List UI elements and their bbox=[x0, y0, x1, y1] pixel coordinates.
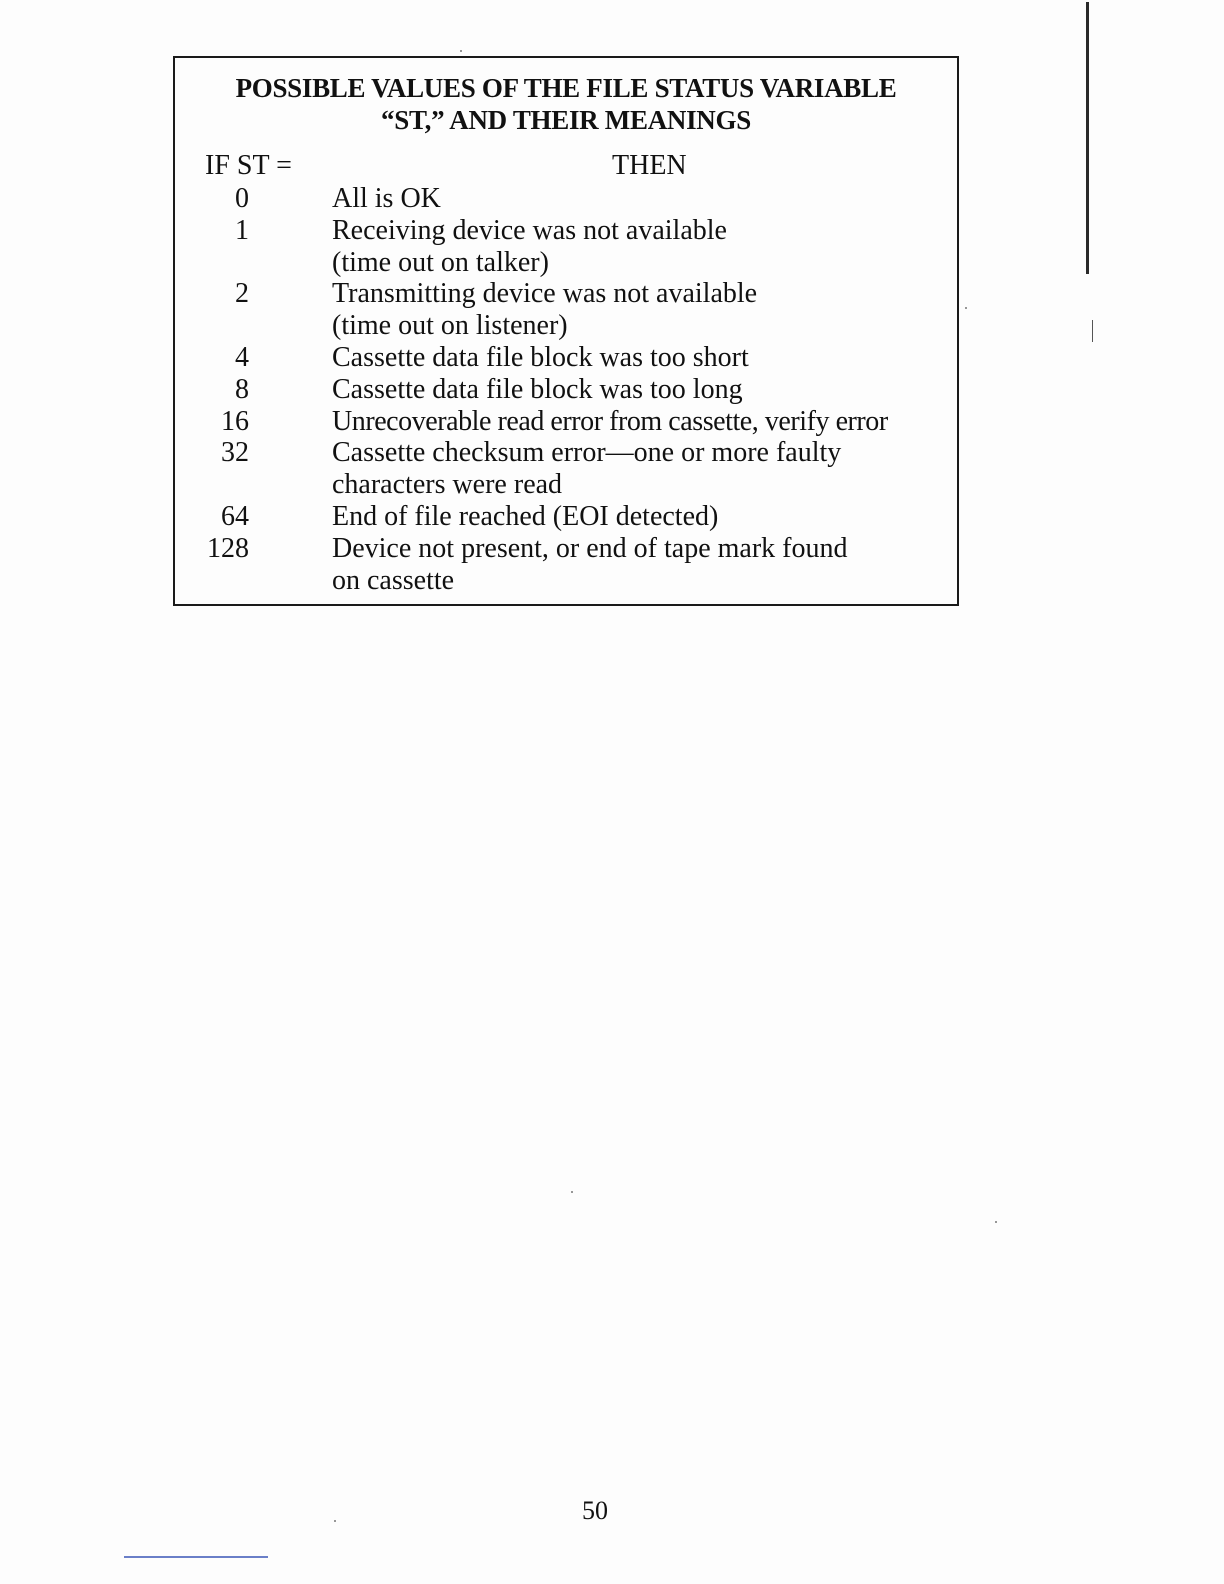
meaning-line: (time out on talker) bbox=[332, 246, 549, 278]
scan-speck bbox=[460, 50, 462, 52]
status-code: 4 bbox=[235, 341, 249, 373]
meaning-line: characters were read bbox=[332, 469, 563, 501]
meaning-line: Transmitting device was not available bbox=[332, 278, 758, 310]
table-title-line-1: POSSIBLE VALUES OF THE FILE STATUS VARIABLE bbox=[235, 73, 897, 103]
status-code: 128 bbox=[207, 532, 249, 564]
meaning-line: End of file reached (EOI detected) bbox=[332, 500, 719, 532]
table-row bbox=[175, 183, 957, 215]
meaning-line: Receiving device was not available bbox=[332, 214, 727, 246]
table-row bbox=[175, 501, 957, 533]
status-code: 64 bbox=[221, 500, 249, 532]
status-meaning bbox=[332, 374, 957, 406]
status-meaning bbox=[332, 278, 957, 342]
meaning-line: All is OK bbox=[332, 183, 441, 214]
scan-edge-mark bbox=[1092, 320, 1093, 342]
status-code: 32 bbox=[221, 437, 249, 469]
meaning-line: (time out on listener) bbox=[332, 310, 568, 342]
table-row bbox=[175, 215, 957, 279]
meaning-line: Device not present, or end of tape mark found bbox=[332, 532, 848, 564]
table-row bbox=[175, 278, 957, 342]
status-meaning bbox=[332, 215, 957, 279]
column-header-then: THEN bbox=[612, 150, 687, 181]
status-code: 8 bbox=[235, 373, 249, 405]
table-row bbox=[175, 374, 957, 406]
scan-speck bbox=[571, 1191, 573, 1193]
table-row bbox=[175, 437, 957, 501]
scan-underline-mark bbox=[124, 1556, 268, 1558]
status-meaning bbox=[332, 406, 957, 438]
status-code: 2 bbox=[235, 278, 249, 310]
status-meaning bbox=[332, 342, 957, 374]
table-title bbox=[175, 72, 957, 136]
scan-speck bbox=[995, 1221, 997, 1223]
status-meaning bbox=[332, 533, 957, 597]
table-row bbox=[175, 406, 957, 438]
scan-edge-rule bbox=[1086, 2, 1089, 274]
meaning-line: Unrecoverable read error from cassette, verify error bbox=[332, 405, 888, 437]
status-code: 1 bbox=[235, 214, 249, 246]
scan-speck bbox=[965, 307, 967, 309]
meaning-line: Cassette data file block was too short bbox=[332, 341, 749, 373]
status-code: 0 bbox=[235, 183, 249, 214]
status-code: 16 bbox=[221, 405, 249, 437]
meaning-line: on cassette bbox=[332, 564, 455, 596]
status-meaning bbox=[332, 501, 957, 533]
file-status-table bbox=[173, 56, 959, 606]
status-meaning bbox=[332, 437, 957, 501]
meaning-line: Cassette data file block was too long bbox=[332, 373, 743, 405]
table-row bbox=[175, 533, 957, 597]
table-row bbox=[175, 342, 957, 374]
page-number: 50 bbox=[582, 1496, 608, 1525]
status-meaning bbox=[332, 183, 957, 215]
meaning-line: Cassette checksum error—one or more faulty bbox=[332, 437, 842, 469]
table-rows bbox=[175, 183, 957, 596]
column-header-if-st: IF ST = bbox=[205, 150, 292, 181]
table-title-line-2: “ST,” AND THEIR MEANINGS bbox=[381, 105, 751, 135]
